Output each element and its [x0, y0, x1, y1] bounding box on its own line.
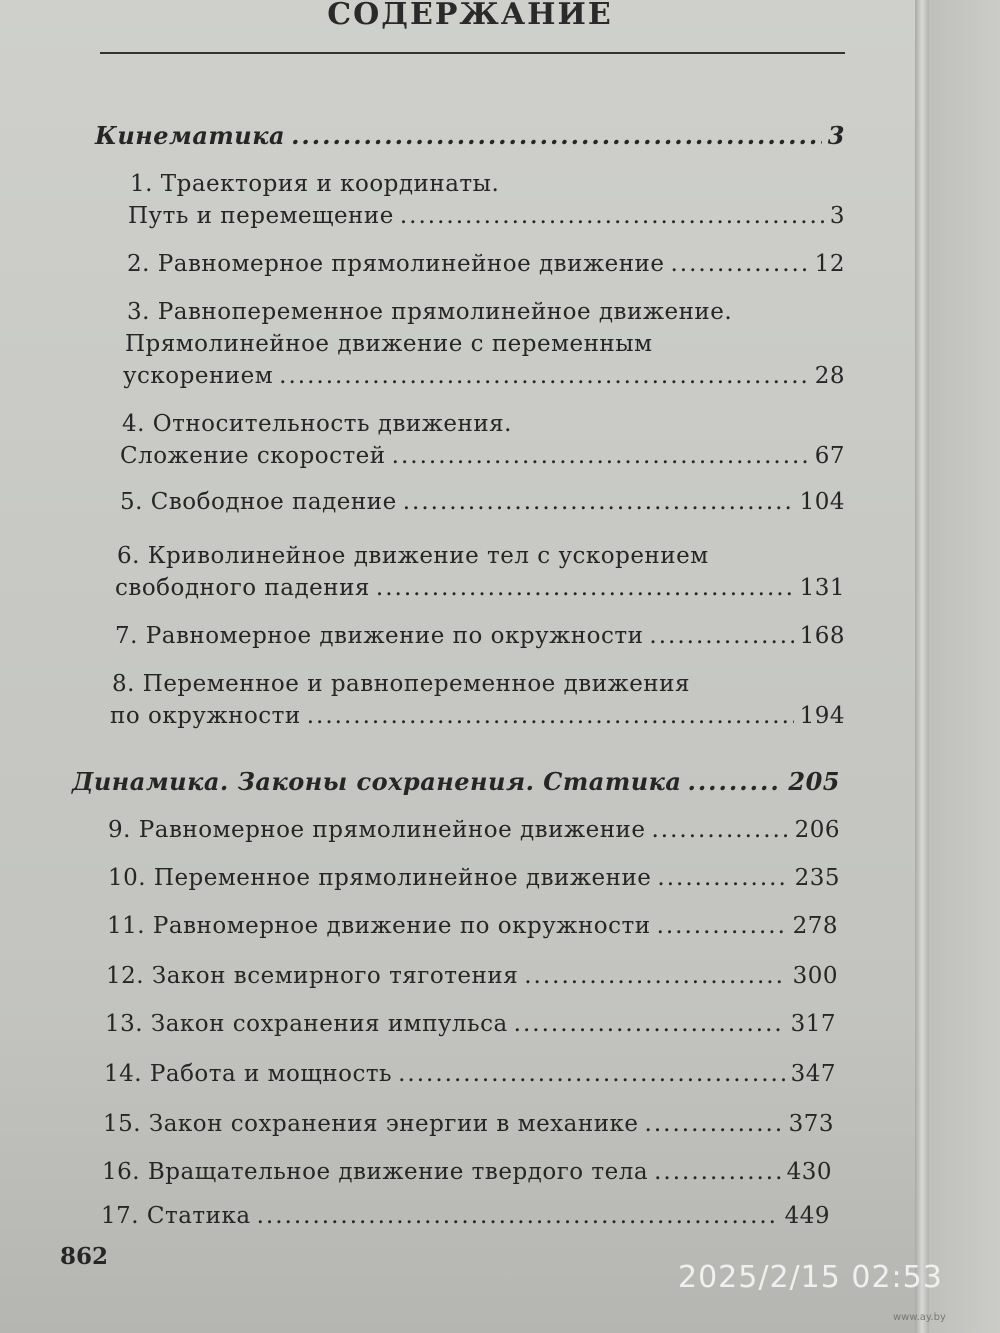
page-title: СОДЕРЖАНИЕ [327, 0, 613, 32]
toc-text: 11. Равномерное движение по окружности [107, 913, 651, 939]
toc-page-number: 168 [799, 623, 845, 649]
toc-text: 12. Закон всемирного тяготения [106, 963, 519, 989]
toc-leader-dots [657, 910, 787, 942]
toc-item [102, 1156, 832, 1188]
toc-line [128, 200, 845, 232]
toc-line [72, 766, 840, 798]
toc-leader-dots [645, 1108, 783, 1140]
toc-text: 4. Относительность движения. [122, 411, 512, 437]
toc-item [105, 1008, 836, 1040]
toc-line [122, 408, 845, 440]
toc-text: 2. Равномерное прямолинейное движение [127, 251, 665, 277]
toc-line [123, 360, 845, 392]
toc-text: Кинематика [95, 121, 286, 150]
toc-line [95, 120, 845, 152]
toc-text: Прямолинейное движение с переменным [125, 331, 653, 357]
toc-leader-dots [291, 120, 822, 152]
toc-text: 8. Переменное и равнопеременное движения [112, 671, 690, 697]
toc-line [108, 814, 840, 846]
toc-leader-dots [514, 1008, 785, 1040]
toc-page-number: 28 [814, 363, 845, 389]
toc-text: Сложение скоростей [120, 443, 386, 469]
toc-item [108, 862, 840, 894]
toc-page-number: 206 [794, 817, 840, 843]
toc-leader-dots [403, 486, 794, 518]
page-number: 862 [60, 1243, 109, 1270]
toc-leader-dots [257, 1200, 779, 1232]
toc-page-number: 430 [786, 1159, 832, 1185]
toc-line [103, 1108, 834, 1140]
toc-line [115, 572, 845, 604]
toc-page-number: 300 [792, 963, 838, 989]
toc-text: 14. Работа и мощность [104, 1061, 393, 1087]
toc-leader-dots [400, 200, 824, 232]
toc-item [104, 1058, 836, 1090]
toc-page-number: 67 [814, 443, 845, 469]
toc-page-number: 205 [788, 767, 840, 796]
toc-item [130, 168, 845, 232]
toc-line [110, 700, 845, 732]
toc-text: 9. Равномерное прямолинейное движение [108, 817, 646, 843]
photo-timestamp: 2025/2/15 02:53 [678, 1260, 943, 1295]
toc-text: 16. Вращательное движение твердого тела [102, 1159, 649, 1185]
toc-text: 7. Равномерное движение по окружности [115, 623, 644, 649]
toc-line [117, 540, 845, 572]
toc-line [104, 1058, 836, 1090]
toc-item [107, 910, 838, 942]
toc-text: свободного падения [115, 575, 370, 601]
toc-text: по окружности [110, 703, 301, 729]
toc-section [72, 766, 840, 798]
toc-page-number: 194 [799, 703, 845, 729]
toc-leader-dots [649, 620, 793, 652]
toc-page-number: 373 [788, 1111, 834, 1137]
toc-item [123, 296, 845, 392]
toc-text: Путь и перемещение [128, 203, 394, 229]
toc-item [122, 408, 845, 472]
toc-text: 1. Траектория и координаты. [130, 171, 500, 197]
toc-text: 3. Равнопеременное прямолинейное движение. [127, 299, 733, 325]
toc-text: ускорением [123, 363, 274, 389]
toc-item [112, 668, 845, 732]
toc-page-number: 3 [829, 203, 845, 229]
toc-line [125, 328, 845, 360]
toc-line [105, 1008, 836, 1040]
toc-line [120, 486, 845, 518]
toc-text: Динамика. Законы сохранения. Статика [72, 767, 682, 796]
toc-leader-dots [670, 248, 808, 280]
toc-line [127, 296, 845, 328]
toc-leader-dots [376, 572, 794, 604]
toc-line [108, 862, 840, 894]
toc-item [106, 960, 838, 992]
toc-text: 13. Закон сохранения импульса [105, 1011, 508, 1037]
toc-page-number: 347 [790, 1061, 836, 1087]
toc-line [112, 668, 845, 700]
toc-section [95, 120, 845, 152]
toc-page-number: 3 [827, 121, 845, 150]
toc-item [120, 486, 845, 518]
toc-line [130, 168, 845, 200]
toc-leader-dots [392, 440, 809, 472]
toc-text: 17. Статика [101, 1203, 251, 1229]
toc-leader-dots [687, 766, 782, 798]
toc-page-number: 131 [799, 575, 845, 601]
toc-line [102, 1156, 832, 1188]
toc-item [108, 814, 840, 846]
toc-text: 15. Закон сохранения энергии в механике [103, 1111, 639, 1137]
toc-line [120, 440, 845, 472]
toc-text: 10. Переменное прямолинейное движение [108, 865, 652, 891]
facing-page-edge [929, 0, 1000, 1333]
toc-item [117, 540, 845, 604]
toc-line [115, 620, 845, 652]
toc-item [127, 248, 845, 280]
toc-leader-dots [398, 1058, 785, 1090]
toc-item [115, 620, 845, 652]
toc-page-number: 317 [790, 1011, 836, 1037]
toc-line [101, 1200, 830, 1232]
toc-line [127, 248, 845, 280]
toc-line [106, 960, 838, 992]
toc-item [101, 1200, 830, 1232]
toc-leader-dots [307, 700, 794, 732]
watermark: www.ay.by [893, 1312, 946, 1323]
toc-leader-dots [654, 1156, 781, 1188]
toc-leader-dots [651, 814, 788, 846]
book-spine [915, 0, 929, 1333]
toc-page-number: 104 [799, 489, 845, 515]
toc-page-number: 12 [814, 251, 845, 277]
toc-leader-dots [524, 960, 786, 992]
toc-line [107, 910, 838, 942]
toc-leader-dots [279, 360, 809, 392]
toc-page-number: 235 [794, 865, 840, 891]
title-rule [100, 52, 845, 54]
toc-text: 6. Криволинейное движение тел с ускорением [117, 543, 709, 569]
toc-text: 5. Свободное падение [120, 489, 397, 515]
toc-leader-dots [657, 862, 788, 894]
toc-page-number: 449 [784, 1203, 830, 1229]
toc-item [103, 1108, 834, 1140]
toc-page-number: 278 [792, 913, 838, 939]
